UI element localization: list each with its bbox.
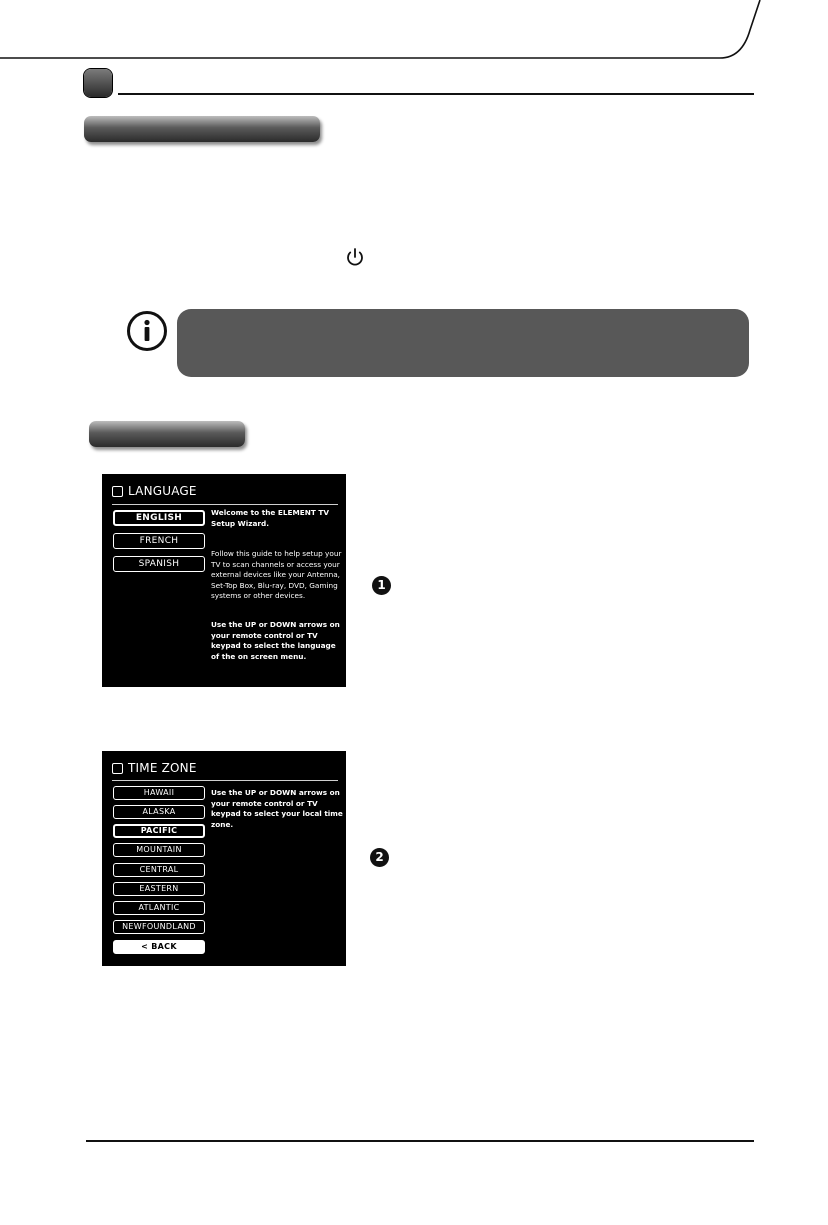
timezone-option-hawaii[interactable]: HAWAII [113, 786, 205, 800]
step-number-1: 1 [372, 576, 391, 595]
language-instruction-text: Use the UP or DOWN arrows on your remote control or TV keypad to select the language of the on screen menu. [211, 620, 340, 661]
screen-divider [112, 780, 338, 781]
language-option-french[interactable]: FRENCH [113, 533, 205, 549]
info-note-box [177, 309, 749, 377]
section-marker [84, 69, 112, 97]
info-icon [126, 310, 168, 352]
checkbox-icon [112, 763, 123, 774]
section-heading-pill [84, 116, 320, 142]
guide-text: Follow this guide to help setup your TV to scan channels or access your external devices like your Antenna, Set-Top Box, Blu-ray, DVD, Gaming systems or other devices. [211, 549, 342, 600]
timezone-option-newfoundland[interactable]: NEWFOUNDLAND [113, 920, 205, 934]
timezone-screen [102, 751, 346, 966]
header-rule [118, 93, 754, 95]
language-option-spanish[interactable]: SPANISH [113, 556, 205, 572]
step-number-2: 2 [370, 848, 389, 867]
timezone-option-alaska[interactable]: ALASKA [113, 805, 205, 819]
language-screen-title [112, 484, 197, 498]
language-title-text: LANGUAGE [128, 484, 197, 498]
welcome-text: Welcome to the ELEMENT TV Setup Wizard. [211, 508, 329, 528]
language-screen [102, 474, 346, 687]
subsection-heading-pill [89, 421, 245, 447]
timezone-option-pacific[interactable]: PACIFIC [113, 824, 205, 838]
timezone-option-atlantic[interactable]: ATLANTIC [113, 901, 205, 915]
timezone-instruction-text: Use the UP or DOWN arrows on your remote control or TV keypad to select your local time zone. [211, 788, 343, 829]
timezone-option-central[interactable]: CENTRAL [113, 863, 205, 877]
power-icon [344, 246, 366, 268]
footer-rule [86, 1140, 754, 1142]
timezone-option-mountain[interactable]: MOUNTAIN [113, 843, 205, 857]
timezone-title-text: TIME ZONE [128, 761, 197, 775]
screen-divider [112, 504, 338, 505]
checkbox-icon [112, 486, 123, 497]
timezone-screen-title [112, 761, 197, 775]
language-option-english[interactable]: ENGLISH [113, 510, 205, 526]
back-button[interactable]: < BACK [113, 940, 205, 954]
timezone-option-eastern[interactable]: EASTERN [113, 882, 205, 896]
